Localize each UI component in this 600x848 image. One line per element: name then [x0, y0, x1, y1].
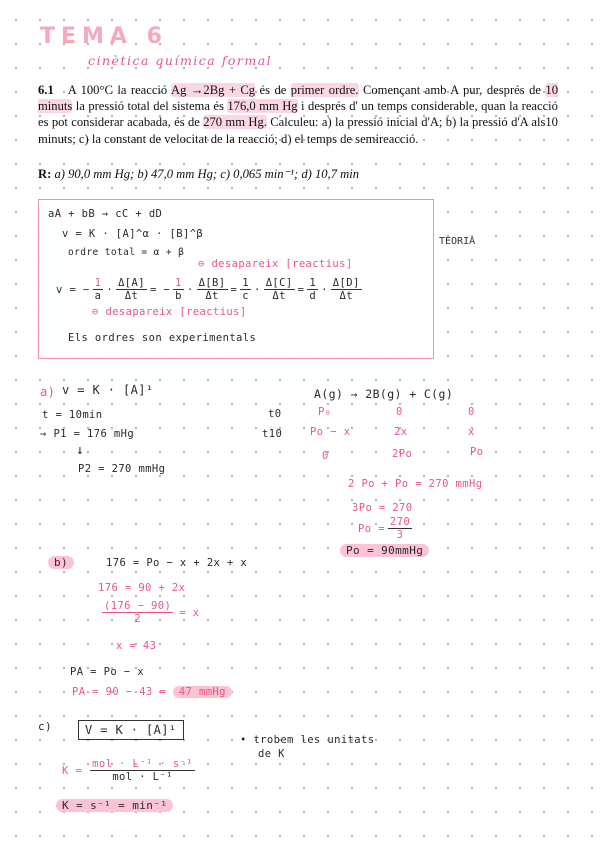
- problem-text: i després d' un temps considerable, quan la reacció es pot considerar acabada, és de: [38, 99, 558, 130]
- fraction-1c: $\frac{1}{c}$: [242, 277, 249, 302]
- problem-text: és de: [255, 83, 291, 97]
- fraction-1a: $\frac{1}{a}$: [94, 277, 102, 302]
- fraction-dB-dt: $\frac{\Delta[B]}{\Delta t}$: [198, 277, 226, 302]
- experimental-orders-note: Els ordres son experimentals: [68, 332, 257, 344]
- page-title: TEMA 6: [40, 24, 168, 49]
- part-a-eq2: 3Po = 270: [352, 502, 413, 514]
- problem-text: Començant amb A pur, després de: [358, 83, 546, 97]
- part-b-eq2: 176 = 90 + 2x: [98, 582, 186, 594]
- table-cell: 2Po: [392, 448, 413, 460]
- table-t10-label: t10: [262, 428, 283, 440]
- part-a-label: a): [40, 385, 56, 399]
- answer-label: R:: [38, 167, 52, 181]
- part-a-time: t = 10min: [42, 409, 103, 421]
- table-cell: 0: [322, 450, 329, 462]
- table-cell: P₀: [318, 406, 332, 418]
- problem-statement: [38, 82, 558, 147]
- part-c-note: • trobem les unitats: [240, 734, 375, 746]
- problem-number: 6.1: [38, 83, 54, 97]
- part-c-units: K = $\frac{\text{mol · L⁻¹ · s⁻¹}}{\text{mol · L⁻¹}}$: [62, 758, 193, 783]
- highlight-pressure: 176,0 mm Hg: [227, 99, 298, 114]
- theory-side-label: TEORIA: [439, 236, 476, 247]
- part-c-note-2: de K: [258, 748, 285, 760]
- rate-prefix: v = −: [56, 283, 90, 296]
- part-b-pa2: PA = 90 − 43 = 47 mmHg: [72, 686, 232, 698]
- down-arrow-icon: ↓: [76, 443, 85, 458]
- table-cell: x: [468, 426, 475, 438]
- table-cell: 0: [396, 406, 403, 418]
- table-t0-label: t0: [268, 408, 282, 420]
- table-cell: Po − x: [310, 426, 351, 438]
- part-b-fraction: $\frac{(176 - 90)}{2}$ = x: [104, 600, 200, 625]
- highlight-order: primer ordre.: [290, 83, 359, 97]
- fraction-dC-dt: $\frac{\Delta[C]}{\Delta t}$: [265, 277, 293, 302]
- highlight-minutes: 10 minuts: [38, 83, 559, 114]
- page-subtitle: cinètica química formal: [88, 53, 273, 68]
- problem-text: A 100°C la reacció: [67, 83, 171, 97]
- part-a-equation: v = K · [A]¹: [62, 383, 154, 397]
- table-cell: Po: [470, 446, 484, 458]
- highlight-final: 270 mm Hg.: [203, 115, 267, 130]
- part-c-label: c): [38, 720, 53, 733]
- answer-text: a) 90,0 mm Hg; b) 47,0 mm Hg; c) 0,065 min⁻¹; d) 10,7 min: [54, 167, 360, 181]
- total-order: ordre total = α + β: [68, 247, 185, 258]
- part-c-equation: V = K · [A]¹: [78, 720, 184, 740]
- part-b-result: 47 mmHg: [173, 686, 232, 698]
- part-a-result: Po = 90mmHg: [340, 544, 429, 557]
- part-a-p1: → P1 = 176 mHg: [40, 428, 135, 440]
- fraction-dA-dt: $\frac{\Delta[A]}{\Delta t}$: [118, 277, 145, 302]
- part-a-p2: P2 = 270 mmHg: [78, 463, 166, 475]
- rate-expression: v = − $\frac{1}{a}$ · $\frac{\Delta[A]}{\Delta t}$ = − $\frac{1}{b}$ · $\frac{\Delta[B]}{\Delta t}$ = $\frac{1}{c}$ · $\frac{\Delta[C]}{\Delta t}$ = $\frac{1}{d}$ · $\frac{\Delta[D]}{\Delta t}$: [56, 277, 360, 302]
- answer-line: [38, 166, 359, 182]
- part-a-reaction: A(g) → 2B(g) + C(g): [314, 387, 454, 401]
- disappears-note-top: ⊖ desapareix [reactius]: [198, 258, 353, 270]
- part-c-result: K = s⁻¹ = min⁻¹: [56, 799, 173, 812]
- problem-text: Calculeu: a) la pressió inicial d'A; b) la pressió d'A als10 minuts; c) la constant de velocitat de la reacció; d) el temps de semireacció.: [38, 115, 558, 146]
- problem-text: la pressió total del sistema és: [72, 99, 228, 114]
- fraction-1d: $\frac{1}{d}$: [309, 277, 317, 302]
- table-cell: 2x: [394, 426, 408, 438]
- highlight-reaction: Ag →2Bg + Cg: [170, 83, 256, 97]
- disappears-note-bottom: ⊖ desapareix [reactius]: [92, 306, 247, 318]
- part-a-eq3: Po = $\frac{270}{3}$: [358, 516, 411, 541]
- part-b-x-value: x = 43: [116, 640, 157, 652]
- fraction-1b: $\frac{1}{b}$: [175, 277, 182, 302]
- part-b-eq1: 176 = Po − x + 2x + x: [106, 557, 248, 569]
- table-cell: 0: [468, 406, 475, 418]
- fraction-dD-dt: $\frac{\Delta[D]}{\Delta t}$: [332, 277, 360, 302]
- rate-law: v = K · [A]^α · [B]^β: [62, 228, 204, 240]
- part-b-pa1: PA = Po − x: [70, 666, 144, 678]
- general-reaction: aA + bB → cC + dD: [48, 208, 163, 220]
- part-a-eq1: 2 Po + Po = 270 mmHg: [348, 478, 483, 490]
- part-b-label: b): [48, 556, 74, 569]
